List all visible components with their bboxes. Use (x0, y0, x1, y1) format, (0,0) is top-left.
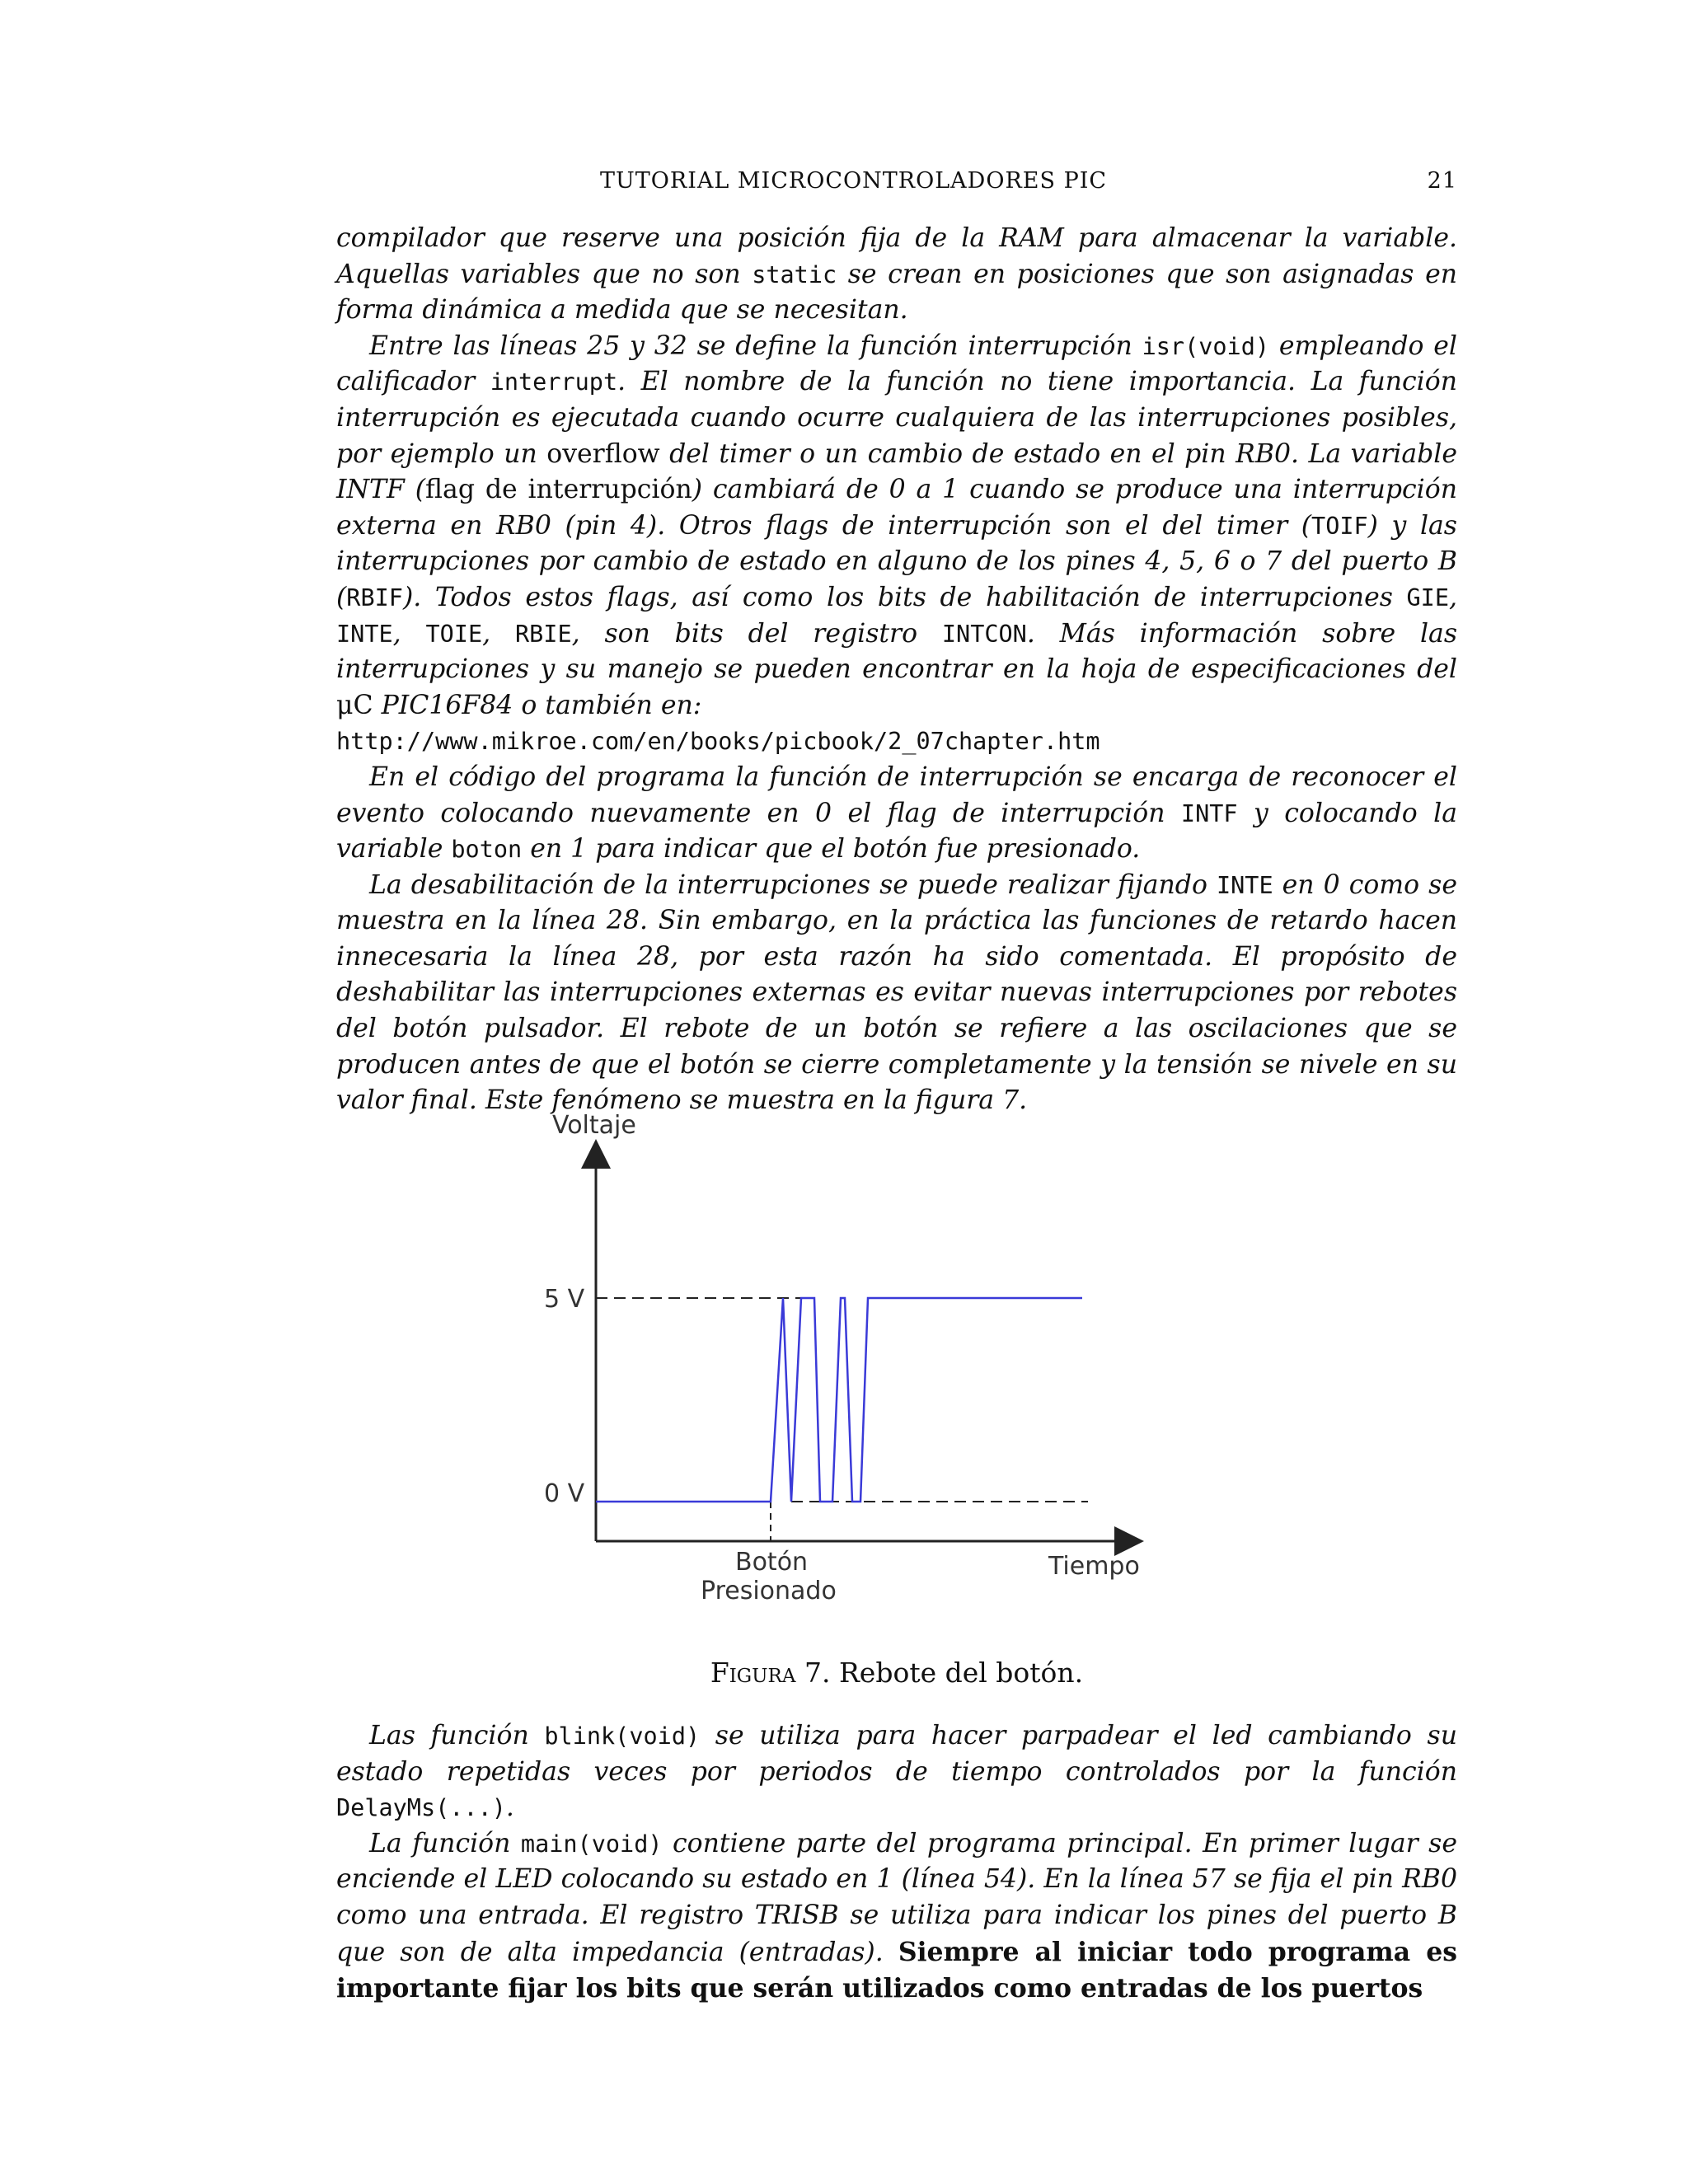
inline-code: DelayMs(...) (336, 1794, 506, 1822)
inline-code: INTCON (941, 620, 1027, 648)
paragraph: En el código del programa la función de interrupción se encarga de reconocer el evento colocando nuevamente en 0 el flag de interrupción INTF y colocando la variable boton en 1 para indicar que el botón fue presionado. (336, 762, 1457, 865)
inline-code: static (752, 260, 837, 288)
paragraph: La desabilitación de la interrupciones se puede realizar fijando INTE en 0 como se muestra en la línea 28. Sin embargo, en la práctica las funciones de retardo hacen innecesaria la línea 28, por esta razón ha sido comentada. El propósito de deshabilitar las interrupciones externas es evitar nuevas interrupciones por rebotes del botón pulsador. El rebote de un botón se refiere a las oscilaciones que se producen antes de que el botón se cierre completamente y la tensión se nivele en su valor final. Este fenómeno se muestra en la figura 7. (336, 869, 1457, 1116)
page-number: 21 (1427, 168, 1457, 194)
label-0v: 0 V (544, 1479, 585, 1508)
figure-bounce-diagram (528, 1104, 1170, 1615)
paragraph: Entre las líneas 25 y 32 se define la función interrupción isr(void) empleando el calificador interrupt. El nombre de la función no tiene importancia. La función interrupción es ejecutada cuando ocurre cualquiera de las interrupciones posibles, por ejemplo un overflow del timer o un cambio de estado en el pin RB0. La variable INTF (flag de interrupción) cambiará de 0 a 1 cuando se produce una interrupción externa en RB0 (pin 4). Otros flags de interrupción son el del timer (TOIF) y las interrupciones por cambio de estado en alguno de los pines 4, 5, 6 o 7 del puerto B (RBIF). Todos estos flags, así como los bits de habilitación de interrupciones GIE, INTE, TOIE, RBIE, son bits del registro INTCON. Más información sobre las interrupciones y su manejo se pueden encontrar en la hoja de especificaciones del μC PIC16F84 o también en: (336, 330, 1457, 720)
caption-text: Rebote del botón. (830, 1657, 1084, 1689)
paragraph: compilador que reserve una posición fija de la RAM para almacenar la variable. Aquellas variables que no son static se crean en posiciones que son asignadas en forma dinámica a medida que se necesitan. (336, 223, 1457, 326)
bold-statement: Siempre al iniciar todo programa es importante fijar los bits que serán utilizados como entradas de los puertos (336, 1936, 1457, 2004)
label-5v: 5 V (544, 1285, 585, 1314)
event-label-line2: Presionado (701, 1577, 837, 1605)
inline-code: isr(void) (1142, 332, 1270, 360)
caption-label: Figura 7. (710, 1657, 831, 1689)
running-title: TUTORIAL MICROCONTROLADORES PIC (600, 168, 1108, 194)
event-label-line1: Botón (735, 1548, 809, 1577)
figure-caption (336, 1657, 1457, 1689)
inline-code: interrupt (490, 368, 618, 396)
inline-code: main(void) (520, 1830, 663, 1858)
y-axis-label: Voltaje (552, 1111, 636, 1140)
inline-code: INTF (1180, 799, 1238, 827)
inline-code: boton (451, 836, 523, 864)
url-link[interactable]: http://www.mikroe.com/en/books/picbook/2_07chapter.htm (336, 728, 1100, 756)
inline-code: INTE (1216, 871, 1273, 899)
signal-trace (596, 1298, 1082, 1502)
bounce-diagram-svg (528, 1104, 1170, 1615)
inline-code: TOIF (1311, 512, 1368, 540)
paragraph: Las función blink(void) se utiliza para hacer parpadear el led cambiando su estado repetidas veces por periodos de tiempo controlados por la función DelayMs(...). (336, 1721, 1457, 1823)
x-axis-label: Tiempo (1048, 1552, 1140, 1581)
body-text-bottom (336, 1718, 1457, 2008)
inline-code: blink(void) (544, 1722, 701, 1750)
inline-code: RBIF (346, 583, 403, 612)
paragraph: La función main(void) contiene parte del programa principal. En primer lugar se enciende el LED colocando su estado en 1 (línea 54). En la línea 57 se fija el pin RB0 como una entrada. El registro TRISB se utiliza para indicar los pines del puerto B que son de alta impedancia (entradas). Siempre al iniciar todo programa es importante fijar los bits que serán utilizados como entradas de los puertos (336, 1828, 1457, 2004)
body-text-top (336, 221, 1457, 1119)
